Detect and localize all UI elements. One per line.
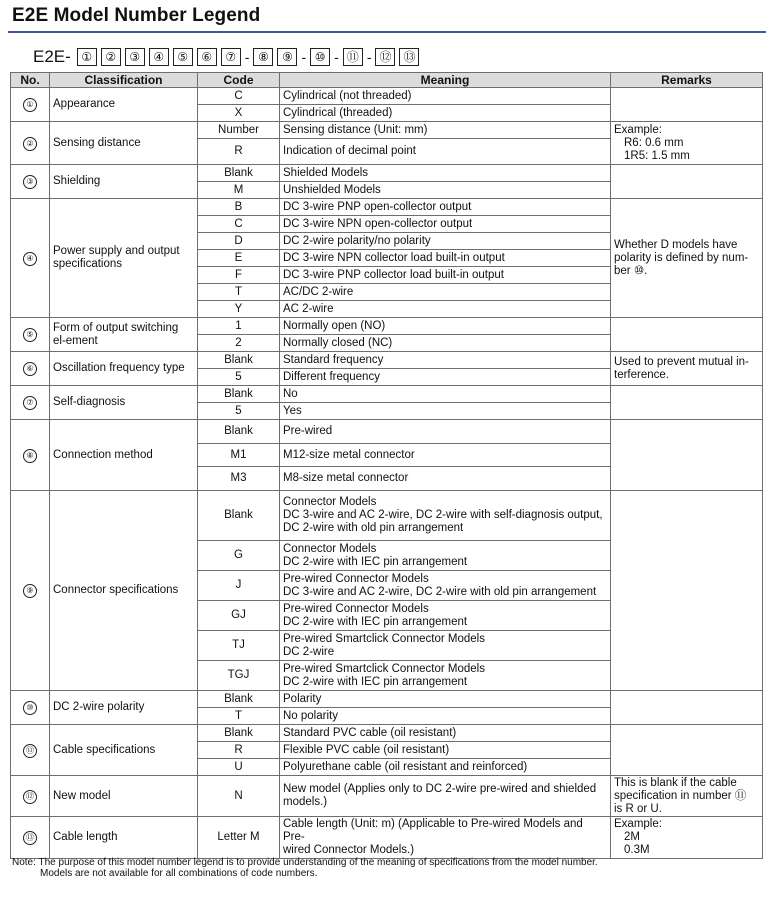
- meaning-cell: [280, 139, 611, 165]
- code-cell: M: [198, 182, 280, 199]
- meaning-line: DC 3-wire NPN collector load built-in output: [283, 251, 505, 264]
- meaning-line: DC 2-wire: [283, 645, 335, 658]
- classification-cell: Appearance: [50, 88, 198, 122]
- table-row: [11, 122, 763, 139]
- table-row: [11, 817, 763, 859]
- meaning-cell: [280, 541, 611, 571]
- model-box: ⑩: [310, 48, 330, 66]
- meaning-line: DC 2-wire polarity/no polarity: [283, 234, 431, 247]
- table-row: [11, 165, 763, 182]
- remark-line: specification in number ⑪: [614, 789, 747, 802]
- model-box: ⑪: [343, 48, 363, 66]
- meaning-cell: [280, 467, 611, 491]
- meaning-line: DC 2-wire with IEC pin arrangement: [283, 675, 468, 688]
- meaning-cell: [280, 301, 611, 318]
- row-number: [11, 725, 50, 776]
- meaning-cell: [280, 233, 611, 250]
- row-number: [11, 88, 50, 122]
- row-number-badge: ⑤: [23, 328, 37, 342]
- remark-line: is R or U.: [614, 802, 662, 815]
- remarks-cell: [611, 352, 763, 386]
- table-row: [11, 386, 763, 403]
- row-number: [11, 122, 50, 165]
- meaning-line: M12-size metal connector: [283, 448, 415, 461]
- meaning-line: models.): [283, 796, 328, 808]
- code-cell: U: [198, 759, 280, 776]
- meaning-line: Unshielded Models: [283, 183, 381, 196]
- code-cell: Blank: [198, 725, 280, 742]
- remarks-cell: [611, 165, 763, 199]
- meaning-cell: [280, 742, 611, 759]
- code-cell: TGJ: [198, 661, 280, 691]
- meaning-line: DC 3-wire NPN open-collector output: [283, 217, 473, 230]
- meaning-cell: [280, 691, 611, 708]
- code-cell: Number: [198, 122, 280, 139]
- code-cell: F: [198, 267, 280, 284]
- meaning-cell: [280, 216, 611, 233]
- table-row: [11, 318, 763, 335]
- classification-cell: Sensing distance: [50, 122, 198, 165]
- header-no: No.: [11, 73, 50, 88]
- remarks-cell: [611, 725, 763, 776]
- table-row: [11, 420, 763, 444]
- row-number-badge: ①: [23, 98, 37, 112]
- meaning-line: Normally closed (NC): [283, 336, 393, 349]
- classification-cell: New model: [50, 776, 198, 817]
- remarks-cell: [611, 817, 763, 859]
- code-cell: GJ: [198, 601, 280, 631]
- remark-line: Example:: [614, 818, 662, 830]
- meaning-line: wired Connector Models.): [283, 844, 415, 856]
- meaning-line: DC 3-wire PNP collector load built-in output: [283, 268, 504, 281]
- meaning-cell: [280, 105, 611, 122]
- meaning-line: Indication of decimal point: [283, 145, 416, 157]
- meaning-cell: [280, 369, 611, 386]
- table-row: [11, 352, 763, 369]
- classification-cell: Shielding: [50, 165, 198, 199]
- model-prefix: E2E-: [33, 47, 71, 66]
- remarks-cell: [611, 88, 763, 122]
- remarks-cell: [611, 318, 763, 352]
- row-number: [11, 817, 50, 859]
- row-number: [11, 776, 50, 817]
- remark-line: 0.3M: [624, 844, 650, 856]
- row-number-badge: ⑨: [23, 584, 37, 598]
- code-cell: C: [198, 216, 280, 233]
- meaning-line: M8-size metal connector: [283, 472, 409, 484]
- meaning-cell: [280, 335, 611, 352]
- model-box: ⑧: [253, 48, 273, 66]
- code-cell: 1: [198, 318, 280, 335]
- meaning-cell: [280, 444, 611, 467]
- meaning-cell: [280, 182, 611, 199]
- meaning-cell: [280, 352, 611, 369]
- classification-cell: Cable length: [50, 817, 198, 859]
- meaning-cell: [280, 122, 611, 139]
- classification-cell: Oscillation frequency type: [50, 352, 198, 386]
- meaning-cell: [280, 88, 611, 105]
- table-row: [11, 199, 763, 216]
- row-number-badge: ⑪: [23, 744, 37, 758]
- meaning-line: Sensing distance (Unit: mm): [283, 123, 428, 136]
- meaning-line: Pre-wired Smartclick Connector Models: [283, 632, 485, 645]
- row-number-badge: ⑦: [23, 396, 37, 410]
- remark-line: 1R5: 1.5 mm: [624, 149, 690, 162]
- remark-line: 2M: [624, 831, 640, 843]
- meaning-line: Pre-wired Connector Models: [283, 602, 429, 615]
- code-cell: C: [198, 88, 280, 105]
- table-row: [11, 776, 763, 817]
- meaning-line: Pre-wired: [283, 425, 333, 437]
- meaning-line: Shielded Models: [283, 166, 369, 179]
- legend-table: [10, 72, 763, 859]
- code-cell: Blank: [198, 165, 280, 182]
- remark-line: This is blank if the cable: [614, 776, 737, 789]
- meaning-line: Connector Models: [283, 496, 377, 508]
- meaning-line: DC 3-wire PNP open-collector output: [283, 200, 472, 213]
- meaning-line: DC 3-wire and AC 2-wire, DC 2-wire with old pin arrangement: [283, 585, 597, 598]
- meaning-line: Different frequency: [283, 370, 380, 383]
- code-cell: Letter M: [198, 817, 280, 859]
- classification-cell: Connector specifications: [50, 491, 198, 691]
- row-number: [11, 491, 50, 691]
- meaning-cell: [280, 386, 611, 403]
- meaning-line: AC 2-wire: [283, 302, 334, 315]
- code-cell: R: [198, 742, 280, 759]
- code-cell: 5: [198, 403, 280, 420]
- remark-line: Example:: [614, 123, 662, 136]
- classification-cell: Connection method: [50, 420, 198, 491]
- model-separator: -: [244, 49, 250, 65]
- model-separator: -: [334, 49, 339, 65]
- header-classification: Classification: [50, 73, 198, 88]
- code-cell: Blank: [198, 352, 280, 369]
- meaning-cell: [280, 759, 611, 776]
- model-box: ⑤: [173, 48, 193, 66]
- row-number: [11, 165, 50, 199]
- meaning-line: No: [283, 387, 298, 400]
- code-cell: M1: [198, 444, 280, 467]
- meaning-line: New model (Applies only to DC 2-wire pre-wired and shielded: [283, 783, 597, 795]
- row-number: [11, 199, 50, 318]
- code-cell: Y: [198, 301, 280, 318]
- code-cell: N: [198, 776, 280, 817]
- classification-cell: DC 2-wire polarity: [50, 691, 198, 725]
- meaning-line: Standard frequency: [283, 353, 384, 366]
- legend-table-body: [11, 88, 763, 859]
- remarks-cell: [611, 199, 763, 318]
- remarks-cell: [611, 420, 763, 491]
- meaning-cell: [280, 284, 611, 301]
- model-box: ①: [77, 48, 97, 66]
- code-cell: Blank: [198, 386, 280, 403]
- row-number: [11, 420, 50, 491]
- meaning-cell: [280, 403, 611, 420]
- row-number-badge: ⑬: [23, 831, 37, 845]
- header-code: Code: [198, 73, 280, 88]
- meaning-cell: [280, 776, 611, 817]
- row-number: [11, 691, 50, 725]
- code-cell: Blank: [198, 691, 280, 708]
- remark-line: ber ⑩.: [614, 264, 648, 277]
- meaning-line: No polarity: [283, 709, 338, 722]
- meaning-line: Standard PVC cable (oil resistant): [283, 726, 457, 739]
- model-box: ⑨: [277, 48, 297, 66]
- meaning-line: Normally open (NO): [283, 319, 386, 332]
- row-number: [11, 318, 50, 352]
- meaning-cell: [280, 601, 611, 631]
- row-number-badge: ③: [23, 175, 37, 189]
- code-cell: D: [198, 233, 280, 250]
- meaning-cell: [280, 318, 611, 335]
- code-cell: 5: [198, 369, 280, 386]
- meaning-cell: [280, 267, 611, 284]
- meaning-cell: [280, 491, 611, 541]
- meaning-cell: [280, 817, 611, 859]
- row-number-badge: ②: [23, 137, 37, 151]
- code-cell: Blank: [198, 491, 280, 541]
- code-cell: G: [198, 541, 280, 571]
- meaning-line: AC/DC 2-wire: [283, 285, 354, 298]
- remark-line: R6: 0.6 mm: [624, 136, 684, 149]
- footnote-line-2: Models are not available for all combinations of code numbers.: [40, 868, 318, 879]
- code-cell: R: [198, 139, 280, 165]
- footnote: [12, 857, 598, 879]
- meaning-line: Cylindrical (threaded): [283, 106, 393, 119]
- code-cell: B: [198, 199, 280, 216]
- meaning-cell: [280, 165, 611, 182]
- row-number-badge: ⑩: [23, 701, 37, 715]
- row-number: [11, 352, 50, 386]
- remarks-cell: [611, 691, 763, 725]
- meaning-line: Polarity: [283, 692, 322, 705]
- code-cell: X: [198, 105, 280, 122]
- remark-line: terference.: [614, 368, 669, 381]
- row-number-badge: ④: [23, 252, 37, 266]
- remarks-cell: [611, 776, 763, 817]
- meaning-cell: [280, 571, 611, 601]
- row-number-badge: ⑥: [23, 362, 37, 376]
- meaning-line: Yes: [283, 404, 302, 417]
- code-cell: J: [198, 571, 280, 601]
- code-cell: M3: [198, 467, 280, 491]
- model-separator: -: [301, 49, 307, 65]
- model-box: ⑥: [197, 48, 217, 66]
- code-cell: E: [198, 250, 280, 267]
- classification-cell: Self-diagnosis: [50, 386, 198, 420]
- remark-line: Used to prevent mutual in-: [614, 355, 749, 368]
- table-row: [11, 725, 763, 742]
- model-box: ④: [149, 48, 169, 66]
- remarks-cell: [611, 122, 763, 165]
- meaning-cell: [280, 725, 611, 742]
- row-number-badge: ⑫: [23, 790, 37, 804]
- meaning-line: Cable length (Unit: m) (Applicable to Pre-wired Models and Pre-: [283, 818, 583, 843]
- table-row: [11, 491, 763, 541]
- model-box: ②: [101, 48, 121, 66]
- meaning-cell: [280, 661, 611, 691]
- footnote-line-1: Note: The purpose of this model number legend is to provide understanding of the meaning of specifications from the model number.: [12, 857, 598, 868]
- meaning-line: Connector Models: [283, 542, 377, 555]
- meaning-line: Pre-wired Smartclick Connector Models: [283, 662, 485, 675]
- meaning-cell: [280, 708, 611, 725]
- table-row: [11, 88, 763, 105]
- meaning-cell: [280, 250, 611, 267]
- meaning-line: Flexible PVC cable (oil resistant): [283, 743, 450, 756]
- meaning-line: Cylindrical (not threaded): [283, 89, 412, 102]
- model-box: ⑦: [221, 48, 241, 66]
- model-number-pattern: [33, 46, 419, 68]
- meaning-line: Pre-wired Connector Models: [283, 572, 429, 585]
- row-number-badge: ⑧: [23, 449, 37, 463]
- classification-cell: Form of output switching el-ement: [50, 318, 198, 352]
- remark-line: polarity is defined by num-: [614, 251, 749, 264]
- meaning-line: DC 2-wire with IEC pin arrangement: [283, 555, 468, 568]
- code-cell: T: [198, 708, 280, 725]
- remarks-cell: [611, 386, 763, 420]
- model-boxes: [73, 48, 420, 66]
- remarks-cell: [611, 491, 763, 691]
- remark-line: Whether D models have: [614, 238, 738, 251]
- classification-cell: Power supply and output specifications: [50, 199, 198, 318]
- model-box: ⑫: [375, 48, 395, 66]
- model-box: ③: [125, 48, 145, 66]
- table-header-row: [11, 73, 763, 88]
- header-remarks: Remarks: [611, 73, 763, 88]
- code-cell: T: [198, 284, 280, 301]
- header-meaning: Meaning: [280, 73, 611, 88]
- model-box: ⑬: [399, 48, 419, 66]
- code-cell: 2: [198, 335, 280, 352]
- table-row: [11, 691, 763, 708]
- meaning-line: DC 2-wire with IEC pin arrangement: [283, 615, 468, 628]
- meaning-line: DC 3-wire and AC 2-wire, DC 2-wire with self-diagnosis output,: [283, 509, 603, 521]
- meaning-cell: [280, 420, 611, 444]
- meaning-cell: [280, 631, 611, 661]
- classification-cell: Cable specifications: [50, 725, 198, 776]
- title-divider: [8, 31, 766, 33]
- meaning-cell: [280, 199, 611, 216]
- page-title: E2E Model Number Legend: [12, 5, 261, 26]
- meaning-line: Polyurethane cable (oil resistant and reinforced): [283, 760, 528, 773]
- code-cell: Blank: [198, 420, 280, 444]
- row-number: [11, 386, 50, 420]
- model-separator: -: [366, 49, 372, 65]
- meaning-line: DC 2-wire with old pin arrangement: [283, 522, 464, 534]
- code-cell: TJ: [198, 631, 280, 661]
